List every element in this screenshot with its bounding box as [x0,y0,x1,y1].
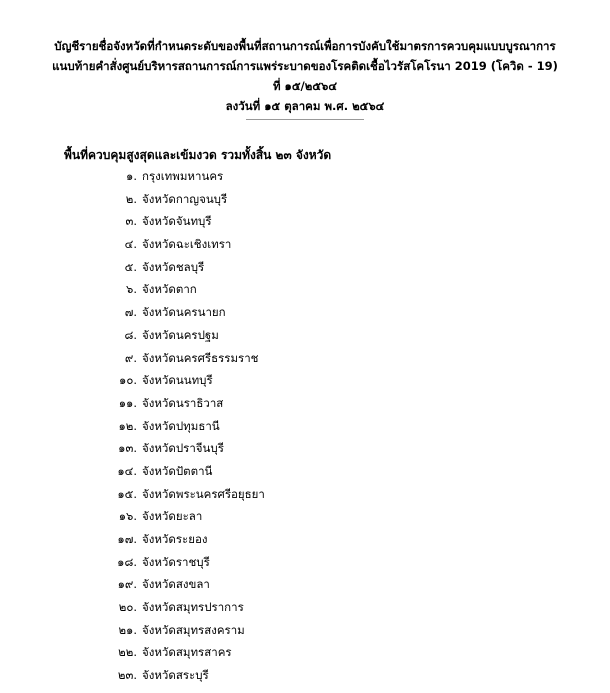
list-item-number: ๑๑. [118,395,137,410]
province-name: จังหวัดฉะเชิงเทรา [142,237,232,252]
province-name: จังหวัดนครปฐม [142,327,219,342]
province-name: จังหวัดนครนายก [142,305,226,320]
list-item [0,573,610,596]
province-name: จังหวัดสงขลา [142,577,210,592]
list-item [0,233,610,256]
header-title-line-1: บัญชีรายชื่อจังหวัดที่กำหนดระดับของพื้นที่สถานการณ์เพื่อการบังคับใช้มาตรการควบคุมแบบบูรณาการ [54,39,556,53]
list-item [0,188,610,211]
list-item [0,415,610,438]
province-name: จังหวัดระยอง [142,532,208,546]
list-item-number: ๑. [126,169,137,183]
list-item-number: ๔. [124,237,137,252]
list-item [0,641,610,664]
list-item [0,460,610,483]
province-list [0,165,610,687]
list-item [0,437,610,460]
list-item [0,324,610,347]
list-item [0,210,610,233]
header-divider [246,119,364,120]
province-name: จังหวัดปัตตานี [142,463,213,478]
list-item-number: ๓. [125,214,137,229]
list-item-number: ๒. [125,191,137,206]
province-name: จังหวัดนราธิวาส [142,395,224,410]
province-name: จังหวัดสมุทรสงคราม [142,622,245,637]
list-item-number: ๙. [124,350,137,365]
province-name: จังหวัดชลบุรี [142,259,205,274]
list-item-number: ๑๓. [118,441,137,456]
province-name: จังหวัดสมุทรปราการ [142,600,244,615]
list-item-number: ๑๙. [117,577,137,592]
header-title-line-2: แนบท้ายคำสั่งศูนย์บริหารสถานการณ์การแพร่ระบาดของโรคติดเชื้อไวรัสโคโรนา 2019 (โควิด - 19) [52,59,558,73]
list-item [0,347,610,370]
province-name: จังหวัดจันทบุรี [142,214,212,229]
province-name: จังหวัดปราจีนบุรี [142,441,224,456]
list-item [0,483,610,506]
list-item [0,301,610,324]
order-number: ที่ ๑๕/๒๕๖๔ [272,79,338,93]
list-item-number: ๑๒. [118,418,137,433]
list-item-number: ๖. [126,282,137,297]
list-item-number: ๘. [124,327,137,342]
list-item-number: ๑๖. [118,509,137,524]
province-name: กรุงเทพมหานคร [142,169,224,183]
list-item-number: ๑๕. [117,486,137,501]
list-item-number: ๒๐. [118,600,137,615]
province-name: จังหวัดยะลา [142,509,203,524]
province-name: จังหวัดนครศรีธรรมราช [142,350,259,365]
province-name: จังหวัดนนทบุรี [142,373,213,388]
list-item [0,278,610,301]
list-item-number: ๒๓. [117,668,137,683]
list-item-number: ๒๑. [118,622,137,637]
list-item [0,505,610,528]
list-item-number: ๒๒. [118,645,137,660]
province-name: จังหวัดกาญจนบุรี [142,191,228,206]
list-item [0,369,610,392]
list-item [0,619,610,642]
province-name: จังหวัดพระนครศรีอยุธยา [142,486,265,501]
list-item [0,664,610,687]
list-item [0,256,610,279]
list-item [0,392,610,415]
list-item [0,551,610,574]
list-item [0,165,610,188]
list-item-number: ๗. [124,305,137,320]
province-name: จังหวัดสมุทรสาคร [142,645,232,660]
section-title: พื้นที่ควบคุมสูงสุดและเข้มงวด รวมทั้งสิ้น ๒๓ จังหวัด [64,148,332,162]
list-item-number: ๑๗. [117,532,137,546]
order-date: ลงวันที่ ๑๕ ตุลาคม พ.ศ. ๒๕๖๔ [225,99,385,113]
province-name: จังหวัดตาก [142,282,197,297]
province-name: จังหวัดสระบุรี [142,668,209,683]
province-name: จังหวัดปทุมธานี [142,418,220,433]
province-name: จังหวัดราชบุรี [142,554,210,569]
list-item [0,596,610,619]
list-item [0,528,610,551]
list-item-number: ๑๐. [119,373,137,388]
list-item-number: ๑๔. [117,463,137,478]
document-header [0,36,610,120]
list-item-number: ๑๘. [117,554,137,569]
list-item-number: ๕. [124,259,137,274]
